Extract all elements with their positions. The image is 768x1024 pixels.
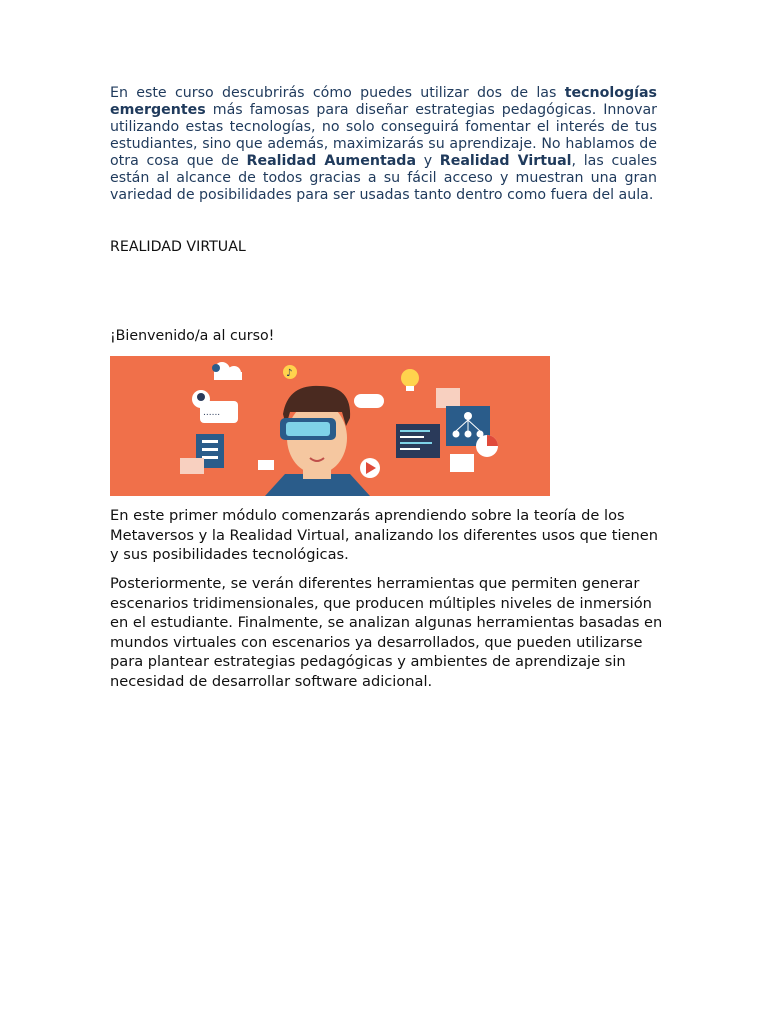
intro-bold-ar: Realidad Aumentada: [246, 153, 417, 169]
intro-paragraph: [110, 85, 657, 204]
intro-text-2: más famosas para diseñar estrategias pedagógicas. Innovar utilizando estas tecnologías, no solo conseguirá fomentar el interés de tus estudiantes, sino que además, maximizarás su aprendizaje. No hablamos de otra cosa que de: [110, 102, 657, 169]
welcome-text: ¡Bienvenido/a al curso!: [110, 328, 275, 344]
image-card-icon: [180, 458, 204, 474]
vr-banner-image: [110, 356, 550, 496]
play-button-icon: [360, 458, 380, 478]
mail-icon: [258, 460, 274, 470]
intro-bold-vr: Realidad Virtual: [439, 153, 572, 169]
chat-bubble-icon: [200, 401, 238, 423]
svg-text:......: ......: [203, 408, 221, 418]
intro-text-3: y: [416, 153, 440, 169]
photo-card-icon: [436, 388, 460, 408]
music-note-icon: [283, 365, 297, 379]
code-window-icon: [396, 424, 440, 458]
section-heading: REALIDAD VIRTUAL: [110, 239, 246, 255]
svg-text:♪: ♪: [286, 368, 293, 379]
landscape-image-icon: [450, 454, 474, 472]
intro-text-4: , las cuales están al alcance de todos gracias a su fácil acceso y muestran una gran variedad de posibilidades para ser usadas tanto dentro como fuera del aula.: [110, 153, 657, 203]
module-tools-paragraph: Posteriormente, se verán diferentes herramientas que permiten generar escenarios tridimensionales, que producen múltiples niveles de inmersión en el estudiante. Finalmente, se analizan algunas herramientas basadas en mundos virtuales con escenarios ya desarrollados, que pueden utilizarse para plantear estrategias pedagógicas y ambientes de aprendizaje sin necesidad de desarrollar software adicional.: [110, 575, 663, 690]
intro-bold-emerging: tecnologías emergentes: [110, 85, 657, 118]
intro-text-1: En este curso descubrirás cómo puedes utilizar dos de las: [110, 85, 565, 101]
pie-chart-icon: [476, 435, 498, 457]
gamepad-icon: [354, 394, 384, 408]
module-intro-paragraph: En este primer módulo comenzarás aprendiendo sobre la teoría de los Metaversos y la Realidad Virtual, analizando los diferentes usos que tienen y sus posibilidades tecnológicas.: [110, 507, 658, 564]
